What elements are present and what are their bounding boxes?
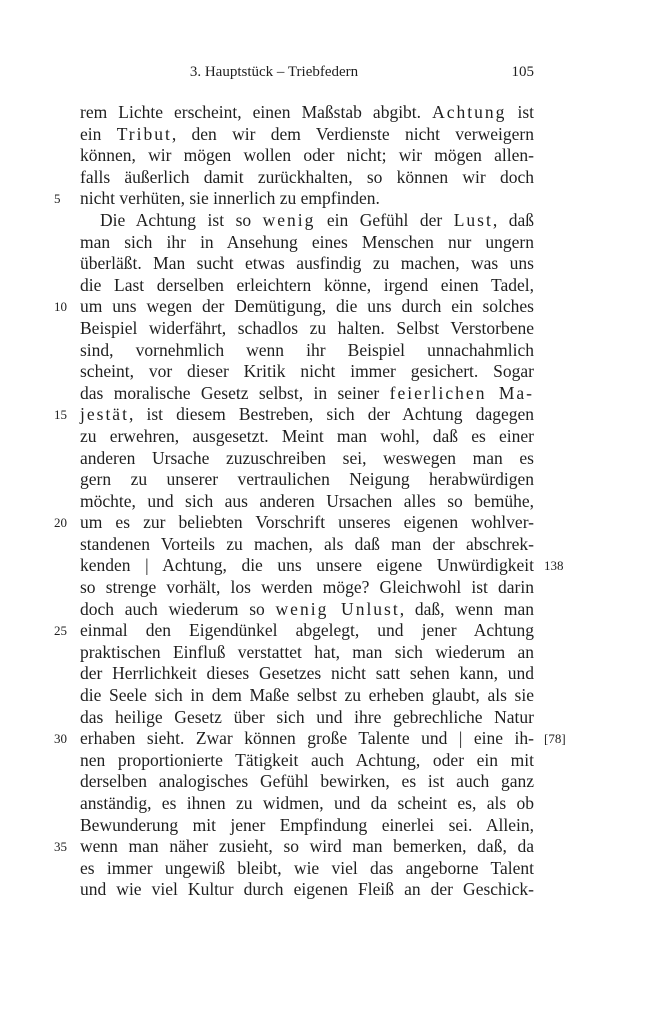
text-segment: gern zu unserer vertraulichen Neigung herabwürdigen bbox=[80, 469, 534, 490]
text-segment: die Seele sich in dem Maße selbst zu erheben glaubt, als sie bbox=[80, 685, 534, 706]
text-line bbox=[80, 145, 534, 167]
text-segment: so strenge vorhält, los werden möge? Gleichwohl ist darin bbox=[80, 577, 534, 598]
line-number: 30 bbox=[54, 731, 67, 747]
text-line bbox=[80, 124, 534, 146]
text-segment: um es zur beliebten Vorschrift unseres eigenen wohlver- bbox=[80, 512, 534, 533]
text-line bbox=[80, 210, 534, 232]
text-segment: man sich ihr in Ansehung eines Menschen nur ungern bbox=[80, 231, 534, 252]
spaced-emphasis: feierlichen Ma- bbox=[389, 382, 534, 403]
text-line bbox=[80, 771, 534, 793]
text-line bbox=[80, 815, 534, 837]
text-segment: es immer ungewiß bleibt, wie viel das angeborne Talent bbox=[80, 857, 534, 878]
text-segment: anständig, es ihnen zu widmen, und da scheint es, als ob bbox=[80, 793, 534, 813]
text-segment: die Last derselben erleichtern könne, irgend einen Tadel, bbox=[80, 274, 534, 295]
margin-page-reference: [78] bbox=[544, 731, 566, 747]
text-line bbox=[80, 232, 534, 254]
text-line bbox=[80, 469, 534, 491]
margin-page-reference: 138 bbox=[544, 558, 564, 574]
spaced-emphasis: Lust bbox=[453, 209, 493, 230]
text-segment: einmal den Eigendünkel abgelegt, und jener Achtung bbox=[80, 620, 534, 641]
text-line bbox=[80, 340, 534, 362]
text-line bbox=[54, 620, 534, 642]
text-segment: praktischen Einfluß verstattet hat, man sich wiederum an bbox=[80, 641, 534, 662]
text-line bbox=[80, 361, 534, 383]
text-line bbox=[80, 879, 534, 901]
page-number: 105 bbox=[511, 64, 534, 80]
text-segment: erhaben sieht. Zwar können große Talente und | eine ih- bbox=[80, 728, 534, 749]
text-segment: nicht verhüten, sie innerlich zu empfinden. bbox=[80, 188, 380, 209]
text-line bbox=[80, 253, 534, 275]
text-line bbox=[54, 296, 534, 318]
running-title: 3. Hauptstück – Triebfedern bbox=[189, 64, 359, 80]
text-segment: kenden | Achtung, die uns unsere eigene Unwürdigkeit bbox=[80, 555, 534, 576]
text-segment: ist bbox=[506, 102, 534, 122]
text-segment: nen proportionierte Tätigkeit auch Achtung, oder ein mit bbox=[80, 749, 534, 770]
text-line bbox=[80, 102, 534, 124]
text-line bbox=[54, 836, 534, 858]
text-line bbox=[80, 707, 534, 729]
text-line bbox=[80, 750, 534, 772]
text-segment: der Herrlichkeit dieses Gesetzes nicht satt sehen kann, und bbox=[80, 663, 534, 684]
text-line bbox=[80, 685, 534, 707]
line-number: 20 bbox=[54, 515, 67, 531]
text-segment: Beispiel widerfährt, schadlos zu halten. Selbst Verstorbene bbox=[80, 317, 534, 338]
text-segment: , daß bbox=[492, 209, 534, 230]
line-number: 35 bbox=[54, 839, 67, 855]
text-segment: , daß, wenn man bbox=[399, 598, 534, 619]
text-segment: ein bbox=[80, 123, 117, 144]
text-segment: anderen Ursache zuzuschreiben sei, weswegen man es bbox=[80, 447, 534, 468]
text-segment: zu erwehren, ausgesetzt. Meint man wohl, daß es einer bbox=[80, 425, 534, 446]
text-line bbox=[80, 318, 534, 340]
text-line bbox=[80, 577, 534, 599]
text-line bbox=[80, 448, 534, 470]
spaced-emphasis: jestät bbox=[80, 404, 129, 425]
line-number: 15 bbox=[54, 407, 67, 423]
text-segment: scheint, vor dieser Kritik nicht immer gesichert. Sogar bbox=[80, 361, 534, 382]
text-segment: um uns wegen der Demütigung, die uns durch ein solches bbox=[80, 296, 534, 317]
text-line bbox=[80, 642, 534, 664]
text-segment: rem Lichte erscheint, einen Maßstab abgibt. bbox=[80, 102, 433, 122]
text-line bbox=[80, 534, 534, 556]
text-line bbox=[80, 858, 534, 880]
text-line bbox=[80, 555, 564, 577]
text-line bbox=[80, 663, 534, 685]
line-number: 5 bbox=[54, 191, 61, 207]
text-segment: wenn man näher zusieht, so wird man bemerken, daß, da bbox=[80, 836, 534, 857]
text-segment: sind, vornehmlich wenn ihr Beispiel unnachahmlich bbox=[80, 339, 534, 360]
text-line bbox=[80, 383, 534, 405]
line-number: 10 bbox=[54, 299, 67, 315]
body-text bbox=[54, 102, 566, 901]
running-header bbox=[80, 64, 534, 86]
text-segment: das moralische Gesetz selbst, in seiner bbox=[80, 382, 390, 403]
text-segment: und wie viel Kultur durch eigenen Fleiß an der Geschick- bbox=[80, 879, 534, 900]
text-segment: Bewunderung mit jener Empfindung einerlei sei. Allein, bbox=[80, 814, 534, 835]
text-line bbox=[80, 426, 534, 448]
text-line bbox=[54, 404, 534, 426]
text-line bbox=[54, 728, 566, 750]
text-segment: derselben analogisches Gefühl bewirken, es ist auch ganz bbox=[80, 771, 534, 792]
spaced-emphasis: Tribut bbox=[116, 123, 172, 144]
spaced-emphasis: Achtung bbox=[432, 102, 507, 122]
text-line bbox=[54, 512, 534, 534]
text-segment: können, wir mögen wollen oder nicht; wir mögen allen- bbox=[80, 145, 534, 166]
text-segment: ein Gefühl der bbox=[315, 209, 454, 230]
text-segment: falls äußerlich damit zurückhalten, so können wir doch bbox=[80, 166, 534, 187]
text-segment: Die Achtung ist so bbox=[100, 209, 263, 230]
line-number: 25 bbox=[54, 623, 67, 639]
text-line bbox=[80, 793, 534, 815]
text-segment: standenen Vorteils zu machen, als daß man der abschrek- bbox=[80, 533, 534, 554]
text-line bbox=[54, 188, 534, 210]
text-line bbox=[80, 599, 534, 621]
text-segment: doch auch wiederum so bbox=[80, 598, 276, 619]
text-segment: möchte, und sich aus anderen Ursachen alles so bemühe, bbox=[80, 490, 534, 511]
spaced-emphasis: wenig Unlust bbox=[275, 598, 400, 619]
text-line bbox=[80, 491, 534, 513]
text-segment: , den wir dem Verdienste nicht verweigern bbox=[171, 123, 534, 144]
spaced-emphasis: wenig bbox=[262, 209, 316, 230]
text-line bbox=[80, 167, 534, 189]
text-segment: , ist diesem Bestreben, sich der Achtung dagegen bbox=[128, 404, 534, 425]
text-segment: das heilige Gesetz über sich und ihre gebrechliche Natur bbox=[80, 706, 534, 727]
text-line bbox=[80, 275, 534, 297]
text-segment: überläßt. Man sucht etwas ausfindig zu machen, was uns bbox=[80, 253, 534, 274]
